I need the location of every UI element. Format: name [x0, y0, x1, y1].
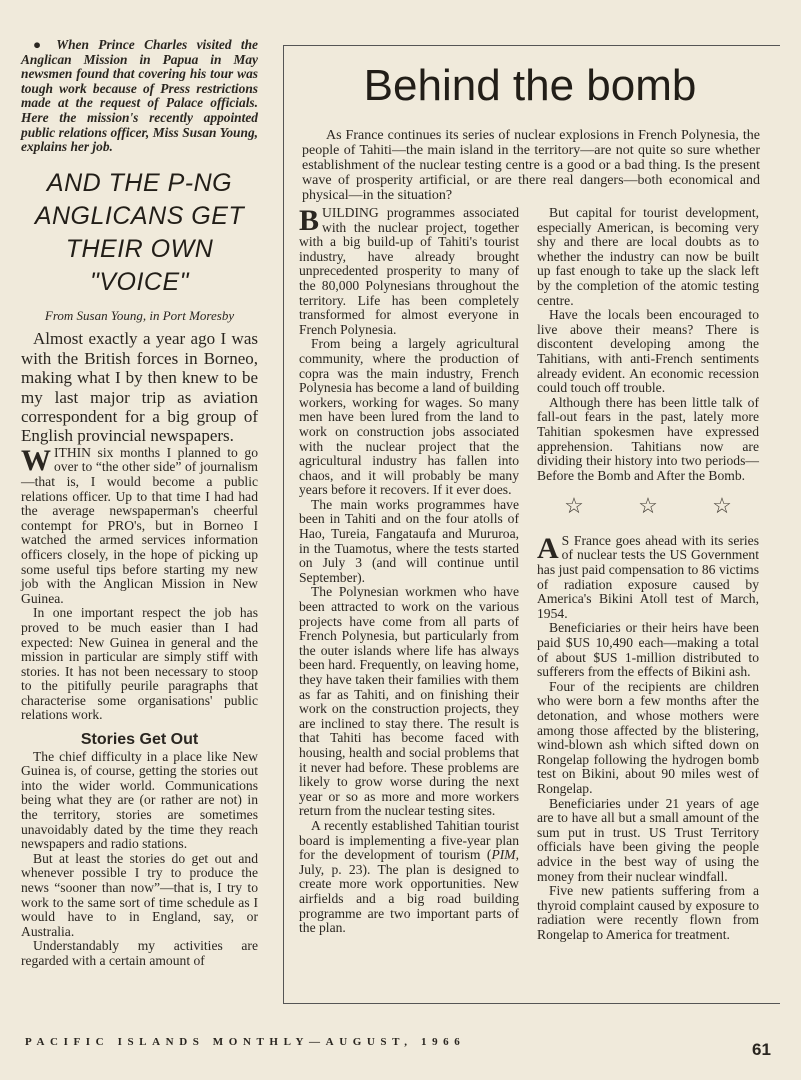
paragraph: Beneficiaries under 21 years of age are to have all but a small amount of the sum put in trust. US Trust Territory officials have been giving the people advice in the best way of using the money from their nuclear windfall.	[537, 795, 759, 884]
paragraph: In one important respect the job has proved to be much easier than I had expected: New Guinea in general and the mission in particular are simply stiff with stories. It has not been necessary to stoop to the pitifully peurile paragraphs that characterise some organisations' public relations work.	[21, 605, 258, 723]
paragraph: A S France goes ahead with its series of nuclear tests the US Government has just paid compensation to 86 victims of radiation exposure caused by America's Bikini Atoll test of March, 1954.	[537, 531, 759, 621]
drop-cap: W	[21, 443, 51, 477]
middle-column	[299, 206, 519, 936]
paragraph: A recently established Tahitian tourist board is implementing a five-year plan for the development of tourism (PIM, July, p. 23). The plan is designed to create more work opportunities. New airfields and a big road building programme are two important parts of the plan.	[299, 817, 519, 936]
drop-cap: B	[299, 204, 320, 237]
byline: From Susan Young, in Port Moresby	[44, 307, 235, 323]
paragraph: But capital for tourist development, especially American, is becoming very shy and there are local doubts as to whether the industry can now be built up fast enough to take up the slack left by the completion of the atomic testing centre.	[537, 205, 759, 308]
star-icon: ☆	[712, 493, 732, 519]
paragraph: BUILDING programmes associated with the nuclear project, together with a big build-up of Tahiti's tourist industry, have already brought unprecedented prosperity to many of the 80,000 Polynesians throughout the territory. Life has been completely transformed for almost everyone in French Polynesia.	[299, 204, 519, 337]
paragraph: WITHIN six months I planned to go over to “the other side” of journalism—that is, I would become a public relations officer. Up to that time I had had the average newspaperman's cheerful contempt for PRO's, but in Borneo I watched the armed services information officers closely, in the hope of picking up some useful tips before starting my new job with the Anglican Mission in New Guinea.	[21, 443, 258, 606]
intro-blurb: ● When Prince Charles visited the Anglican Mission in Papua in May newsmen found that covering his tour was tough work because of Press restrictions made at the request of Palace officials. Here the mission's recently appointed public relations officer, Miss Susan Young, explains her job.	[21, 37, 258, 155]
paragraph: Five new patients suffering from a thyroid complaint caused by exposure to radiation were recently flown from Rongelap to America for treatment.	[537, 883, 759, 942]
paragraph: The main works programmes have been in Tahiti and on the four atolls of Hao, Tureia, Fangataufa and Mururoa, in the Tuamotus, where the tests started on July 3 (and will continue until September).	[299, 496, 519, 585]
paragraph: Beneficiaries or their heirs have been paid $US 10,490 each—making a total of about $US 1-million distributed to sufferers from the effects of Bikini ash.	[537, 620, 759, 680]
paragraph: The Polynesian workmen who have been attracted to work on the various projects have come from all parts of French Polynesia, but particularly from the outer islands where life has always been hard. Frequently, on leaving home, they have taken their families with them as far as Tahiti, and on finishing their work on the construction projects, they are inclined to stay there. The result is that Tahiti has become faced with housing, health and social problems that it never had before. These problems are likely to grow worse during the next year or so as more and more workers return from the nuclear testing sites.	[299, 584, 519, 819]
left-article-title: AND THE P-NG ANGLICANS GET THEIR OWN "VOICE"	[34, 168, 245, 296]
drop-cap: A	[537, 531, 559, 565]
box-rule-bottom	[283, 1003, 780, 1004]
left-column	[21, 38, 258, 969]
page-number: 61	[752, 1040, 771, 1059]
lead-paragraph: Almost exactly a year ago I was with the British forces in Borneo, making what I by then knew to be my last major trip as aviation correspondent for a big group of English provincial newspapers.	[21, 329, 258, 446]
box-rule-top	[283, 45, 780, 46]
bullet-icon: ●	[33, 37, 48, 52]
article-title: Behind the bomb	[363, 61, 697, 110]
star-icon: ☆	[638, 493, 658, 519]
paragraph: Understandably my activities are regarded with a certain amount of	[21, 938, 258, 968]
paragraph: Four of the recipients are children who were born a few months after the detonation, and whose mothers were among those affected by the blistering, wind-blown ash which sifted down on Rongelap following the hydrogen bomb test on Bikini, about 90 miles west of Rongelap.	[537, 678, 759, 796]
paragraph: Have the locals been encouraged to live above their means? There is discontent developing among the Tahitians, with anti-French sentiments already evident. An economic recession could touch off trouble.	[537, 307, 759, 396]
right-column	[537, 206, 759, 943]
paragraph: The chief difficulty in a place like New Guinea is, of course, getting the stories out into the wider world. Communications being what they are (or rather are not) in the territory, stories are sometimes unavoidably dated by the time they reach newspapers and radio stations.	[21, 748, 258, 852]
paragraph: But at least the stories do get out and whenever possible I try to produce the news “sooner than now”—that is, I try to work to the same sort of time schedule as I would have to in England, say, or Australia.	[21, 850, 258, 939]
star-icon: ☆	[564, 493, 584, 519]
paragraph: Although there has been little talk of fall-out fears in the past, lately more Tahitian spokesmen have expressed apprehension. Tahitians now are dividing their history into two periods—Before the Bomb and After the Bomb.	[537, 394, 759, 483]
subheading: Stories Get Out	[80, 731, 199, 749]
box-rule-left	[283, 45, 284, 1003]
section-break	[537, 493, 759, 519]
masthead-footer: PACIFIC ISLANDS MONTHLY—AUGUST, 1966	[25, 1036, 466, 1048]
paragraph: From being a largely agricultural community, where the production of copra was the main industry, French Polynesia has become a land of building workers, working for wages. So many men have been lured from the land to work on construction jobs associated with the nuclear project that the agricultural industry has fallen into chaos, and it will probably be many years before it recovers. If it ever does.	[299, 336, 519, 498]
standfirst: As France continues its series of nuclear explosions in French Polynesia, the people of Tahiti—the main island in the territory—are not quite so sure whether establishment of the nuclear testing centre is a good or a bad thing. Is the present wave of prosperity artificial, or are there real dangers—both economical and physical—in the situation?	[302, 128, 760, 203]
